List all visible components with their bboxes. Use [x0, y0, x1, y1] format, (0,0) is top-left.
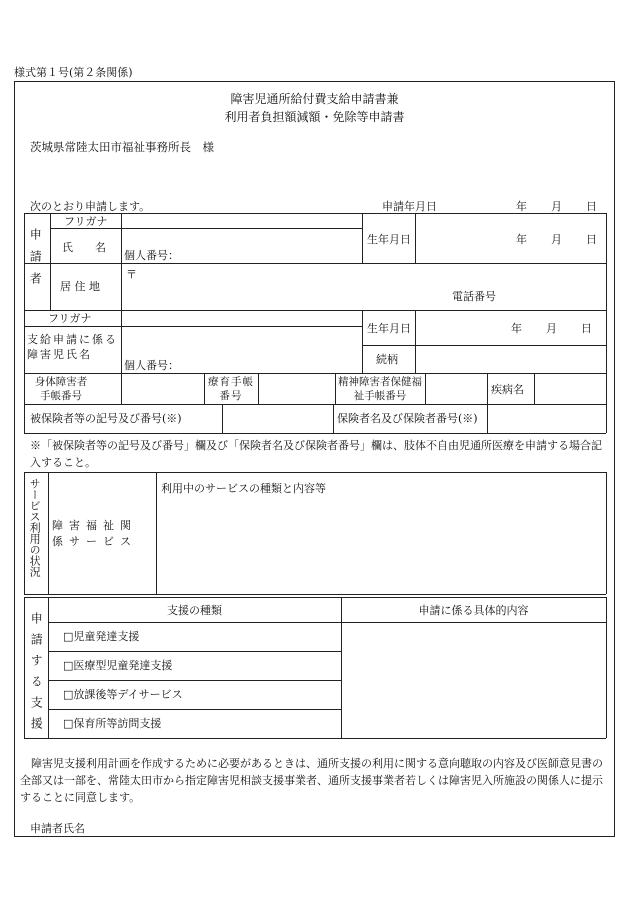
child-furigana-label: フリガナ — [48, 312, 92, 325]
intro-text: 次のとおり申請します。 — [30, 200, 151, 213]
insured-number-label: 被保険者等の記号及び番号(※) — [30, 412, 182, 425]
applicant-dob-year: 年 — [516, 233, 527, 246]
application-date-year: 年 — [516, 200, 527, 213]
addressee: 茨城県常陸太田市福祉事務所長 様 — [30, 140, 214, 154]
applicant-name-label: 氏 名 — [62, 241, 106, 254]
form-subtitle: 利用者負担額減額・免除等申請書 — [224, 110, 405, 124]
service-status-label: サービス利用の状況 — [28, 478, 42, 577]
support-option-jido[interactable]: □児童発達支援 — [63, 630, 140, 643]
child-dob-label: 生年月日 — [367, 322, 411, 335]
application-date-day: 日 — [586, 200, 597, 213]
postal-mark: 〒 — [126, 268, 137, 281]
support-type-header: 支援の種類 — [167, 604, 222, 617]
insurance-note: ※「被保険者等の記号及び番号」欄及び「保険者名及び保険者番号」欄は、肢体不自由児通所医療を申請する場合記入すること。 — [30, 439, 602, 469]
form-number: 様式第１号(第２条関係) — [14, 66, 133, 79]
form-title: 障害児通所給付費支給申請書兼 — [230, 92, 399, 106]
child-relationship-label: 続柄 — [376, 353, 398, 366]
applicant-dob-month: 月 — [551, 233, 562, 246]
applicant-section-label: 申請者 — [28, 228, 43, 294]
disease-name-label: 疾病名 — [491, 383, 524, 396]
applicant-personal-number-label: 個人番号： — [124, 249, 179, 262]
support-option-iryogata[interactable]: □医療型児童発達支援 — [63, 659, 173, 672]
consent-text: 障害児支援利用計画を作成するために必要があるときは、通所支援の利用に関する意向聴取の内容及び医師意見書の全部又は一部を、常陸太田市から指定障害児相談支援事業者、通所支援事業者若しくは障害児入所施設の関係人に提示することに同意します。 — [20, 757, 603, 805]
physical-handbook-label: 身体障害者手帳番号 — [34, 376, 88, 402]
applicant-address-label: 居 住 地 — [60, 280, 100, 293]
applicant-dob-label: 生年月日 — [367, 233, 411, 246]
applicant-dob-day: 日 — [586, 233, 597, 246]
support-option-hoikusho[interactable]: □保育所等訪問支援 — [63, 717, 162, 730]
signature-label: 申請者氏名 — [30, 822, 85, 835]
support-request-label: 申請する支援 — [29, 612, 44, 738]
mental-handbook-label: 精神障害者保健福祉手帳番号 — [338, 376, 422, 402]
ryoiku-handbook-label: 療育手帳番号 — [208, 376, 254, 402]
applicant-furigana-label: フリガナ — [64, 215, 108, 228]
child-name-label: 支給申請に係る障害児氏名 — [27, 333, 118, 361]
child-dob-month: 月 — [546, 322, 557, 335]
current-services-label: 利用中のサービスの種類と内容等 — [161, 482, 326, 495]
welfare-service-label: 障害福祉関係サービス — [52, 519, 137, 548]
support-option-houkago[interactable]: □放課後等デイサービス — [63, 688, 183, 701]
child-personal-number-label: 個人番号： — [124, 359, 179, 372]
child-dob-year: 年 — [511, 322, 522, 335]
applicant-phone-label: 電話番号 — [452, 290, 496, 303]
insurer-label: 保険者名及び保険者番号(※) — [337, 412, 478, 425]
application-date-month: 月 — [551, 200, 562, 213]
support-detail-header: 申請に係る具体的内容 — [418, 604, 529, 617]
child-dob-day: 日 — [581, 322, 592, 335]
application-date-label: 申請年月日 — [382, 200, 437, 213]
